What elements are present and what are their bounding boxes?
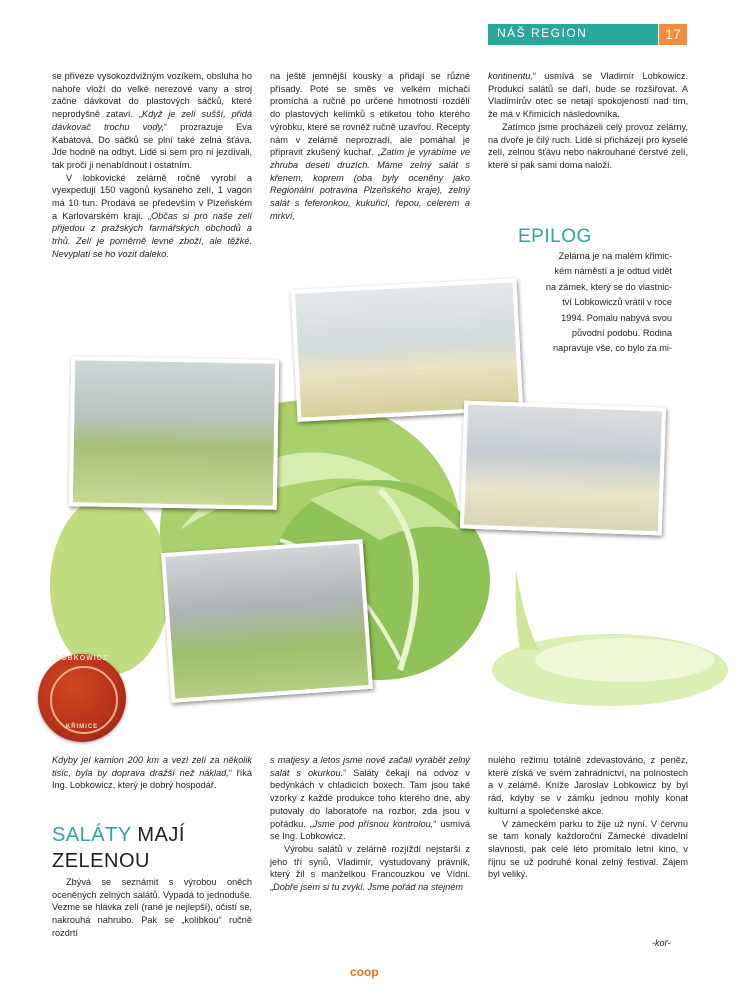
bottom-column-1-continued <box>52 876 252 940</box>
quote-text: Kdyby jel kamion 200 km a vezl zelí za několik tisíc, byla by doprava dražší než náklad, <box>52 755 252 778</box>
epilog-line: 1994. Pomalu nabývá svou <box>561 312 672 323</box>
epilog-line: Zelárna je na malém křimic- <box>558 251 672 261</box>
paragraph <box>52 70 252 172</box>
photo-worker-stirring <box>460 401 666 536</box>
text: “ Saláty čekají na odvoz v bedýnkách v chladicích boxech. Tam jsou také vzorky z každé produkce toho kterého dne, aby putovaly do laboratoře na rozbor, zda jsou v pořádku. „ <box>270 767 470 829</box>
section-label: NÁŠ REGION <box>497 26 588 40</box>
epilog-heading: EPILOG <box>518 226 592 247</box>
paragraph <box>270 70 470 222</box>
quote-text: Zatím je vyrábíme ve zhruba deseti druzích. Máme zelný salát s křenem, koprem (oba byly oceněny jako Regionální potravina Plzeňského kraje), zelný salát s feferonkou, kukuřicí, řepou, celerem a mrkví, <box>270 147 470 221</box>
paragraph <box>270 843 470 894</box>
text: “ usmívá se Ing. Lobkowicz. <box>270 818 470 842</box>
quote-text: kontinentu, <box>488 71 533 81</box>
paragraph <box>270 754 470 843</box>
article-column-1 <box>52 70 252 261</box>
subheading-accent: SALÁTY <box>52 824 132 846</box>
epilog-line: kém náměstí a je odtud vidět <box>554 266 672 277</box>
subheading-text: MAJÍ <box>131 824 185 846</box>
epilog-text <box>500 249 672 357</box>
text: “ prozrazuje Eva Kabátová. Do sáčků se plní také zelná šťáva. Jde hodně na odbyt. Lidé si sem pro ni jezdívali, tak proči ji nenabídnout i ostatním. <box>52 121 252 170</box>
bottom-column-2 <box>270 754 470 894</box>
text: V lobkovické zelárně ročně vyrobí a vyexpedují 150 vagonů kysaného zelí, 1 vagon má 10 tun. Prodává se především v Plzeňském a Karlovarském kraji. „ <box>52 172 252 221</box>
text: Výrobu salátů v zelárně rozjíždí nejstarší z jeho tří synů, Vladimír, vystudovaný právník, který žil s manželkou Francouzkou ve Vídni. „ <box>270 843 470 893</box>
article-column-2 <box>270 70 470 222</box>
paragraph <box>488 121 688 172</box>
text: “ říká Ing. Lobkowicz, který je dobrý hospodář. <box>52 767 252 791</box>
article-column-3 <box>488 70 688 172</box>
cabbage-head-left <box>50 495 170 675</box>
coop-logo: coop <box>350 965 379 979</box>
quote-text: Když je zelí sušší, přidá dávkovač trochu vody, <box>52 109 252 132</box>
section-subheading <box>52 822 185 874</box>
quote-text: s matjesy a letos jsme nově začali vyrábět zelný salát s okurkou. <box>270 755 470 778</box>
text: na ještě jemnější kousky a přidají se různé přísady. Poté se směs ve velkém míchači promíchá a ručně po určené hmotnosti rozdělí do plastových kelímků s etiketou toho kterého výrobku, které se rovněž ručně uzavřou. Recepty nám v zelárně neprozradí, ale pomáhal je připravit zkušený kuchař. „ <box>270 71 470 158</box>
photo-sorting-line <box>161 539 373 703</box>
paragraph <box>488 70 688 121</box>
paragraph: V zámeckém parku to žije už nyní. V červnu se tam konaly každoroční Zámecké divadelní slavnosti, pak celé léto promítalo letní kino, v říjnu se už podruhé konal zelný festival. Zájem byl veliký. <box>488 818 688 880</box>
subheading-line2: ZELENOU <box>52 850 150 872</box>
text: se přiveze vysokozdvižným vozíkem, obsluha ho nahoře vloží do velké nerezové vany a stroj začne dávkovat do plastových sáčků, které neprodyšně zataví. „ <box>52 71 252 120</box>
page-number: 17 <box>659 24 687 45</box>
bottom-column-1 <box>52 754 252 792</box>
paragraph: Zbývá se seznámit s výrobou oněch oceněných zelných salátů. Vypadá to jednoduše. Vezme se hlávka zelí (rané je nejlepší), očistí se, nakrouhá nahrubo. Pak se „kolíbkou“ ručně rozdrtí <box>52 877 252 938</box>
bottom-column-3 <box>488 754 688 881</box>
paragraph: nulého režimu totálně zdevastováno, z peněz, které získá ve svém zahradnictví, na polnostech a v zelárně. Kníže Jaroslav Lobkowicz by byl rád, kdyby se v zámku jednou mohly konat kulturní a společenské akce. <box>488 755 688 816</box>
photo-cabbage-processing <box>69 356 280 510</box>
paragraph <box>52 172 252 261</box>
epilog-line: tví Lobkowiczů vrátil v roce <box>562 297 672 308</box>
epilog-line: napravuje vše, co bylo za mi- <box>553 343 672 354</box>
author-signature: -koř- <box>652 938 671 948</box>
epilog-line: na zámek, který se do vlastnic- <box>545 281 672 292</box>
quote-text: Jsme pod přísnou kontrolou, <box>312 818 434 829</box>
quote-text: Občas si pro naše zelí přijedou z pražských farmářských obchodů a trhů. Zelí je poměrně levné zboží, ale těžké. Nevyplatí se ho vozit daleko. <box>52 210 252 259</box>
text: “ usmívá se Vladimír Lobkowicz. Produkci salátů se daří, bude se rozšiřovat. A Vladimírův otec se netají spokojeností nad tím, že má v Křimicích následovníka. <box>488 71 688 120</box>
epilog-line: původní podobu. Rodina <box>571 328 672 339</box>
quote-text: Dobře jsem si tu zvykl. Jsme pořád na stejném <box>273 882 464 893</box>
seal-text-bottom: KŘIMICE <box>65 724 99 730</box>
text: Zatímco jsme procházeli celý provoz zelárny, na dvoře je čilý ruch. Lidé si přicházejí pro kyselé zelí, zelnou šťávu nebo nakrouhané čerstvé zelí, které si pak sami doma naloží. <box>488 121 688 170</box>
paragraph <box>52 754 252 792</box>
photo-fermentation-tanks <box>291 278 524 422</box>
seal-text-top: LOBKOWICZ <box>55 655 109 662</box>
